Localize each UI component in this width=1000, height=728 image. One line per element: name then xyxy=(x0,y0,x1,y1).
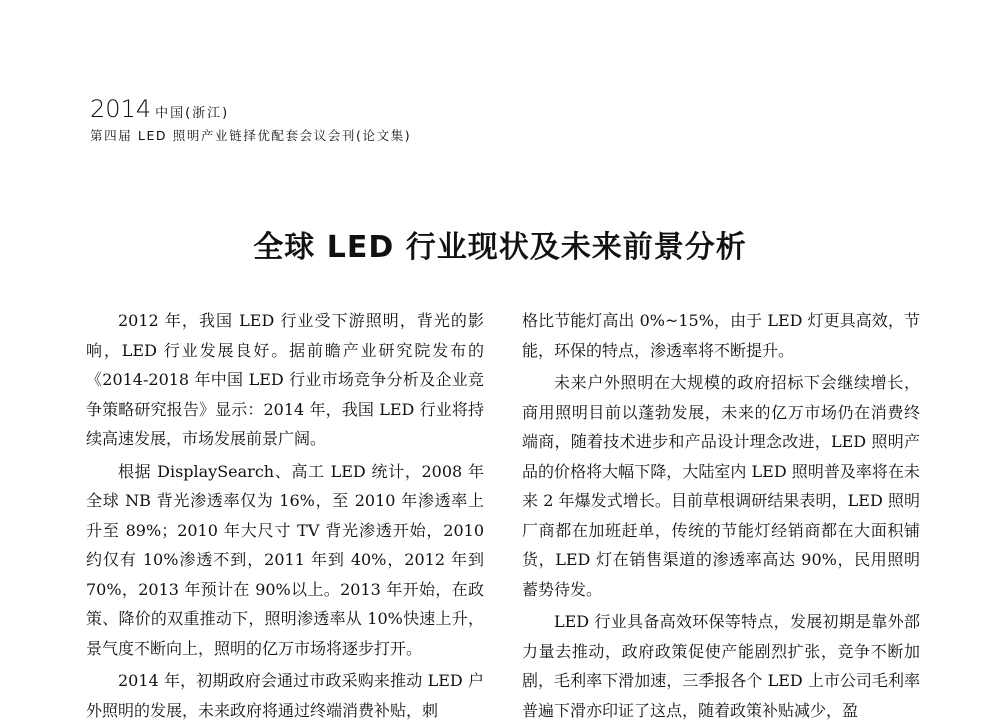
paragraph: 2014 年，初期政府会通过市政采购来推动 LED 户外照明的发展，未来政府将通过终端消费补贴，刺 xyxy=(86,671,484,720)
right-column xyxy=(522,306,920,728)
paragraph: 未来户外照明在大规模的政府招标下会继续增长，商用照明目前以蓬勃发展，未来的亿万市场仍在消费终端商，随着技术进步和产品设计理念改进，LED 照明产品的价格将大幅下降，大陆室内 LED 照明普及率将在未来 2 年爆发式增长。目前草根调研结果表明，LED 照明厂商都在加班赶单，传统的节能灯经销商都在大面积铺货，LED 灯在销售渠道的渗透率高达 90%，民用照明蓄势待发。 xyxy=(522,373,920,599)
header-year: 2014 xyxy=(90,95,152,123)
header-region: 中国(浙江) xyxy=(155,106,230,121)
article-title: 全球 LED 行业现状及未来前景分析 xyxy=(253,230,747,266)
running-header xyxy=(90,96,590,145)
paragraph: 2012 年，我国 LED 行业受下游照明，背光的影响，LED 行业发展良好。据前瞻产业研究院发布的《2014-2018 年中国 LED 行业市场竞争分析及企业竞争策略研究报告》显示：2014 年，我国 LED 行业将持续高速发展，市场发展前景广阔。 xyxy=(86,311,484,448)
left-column xyxy=(86,306,484,728)
paragraph: LED 行业具备高效环保等特点，发展初期是靠外部力量去推动，政府政策促使产能剧烈扩张，竞争不断加剧，毛利率下滑加速，三季报各个 LED 上市公司毛利率普遍下滑亦印证了这点，随着政策补贴减少，盈 xyxy=(522,612,920,720)
header-year-region xyxy=(90,96,590,127)
paragraph-continuation: 格比节能灯高出 0%~15%，由于 LED 灯更具高效，节能，环保的特点，渗透率将不断提升。 xyxy=(522,311,920,360)
header-conference-name: 第四届 LED 照明产业链择优配套会议会刊(论文集) xyxy=(90,128,412,143)
paragraph: 根据 DisplaySearch、高工 LED 统计，2008 年全球 NB 背光渗透率仅为 16%，至 2010 年渗透率上升至 89%；2010 年大尺寸 TV 背光渗透开始，2010 约仅有 10%渗透不到，2011 年到 40%，2012 年到 70%，2013 年预计在 90%以上。2013 年开始，在政策、降价的双重推动下，照明渗透率从 10%快速上升，景气度不断向上，照明的亿万市场将逐步打开。 xyxy=(86,461,484,658)
